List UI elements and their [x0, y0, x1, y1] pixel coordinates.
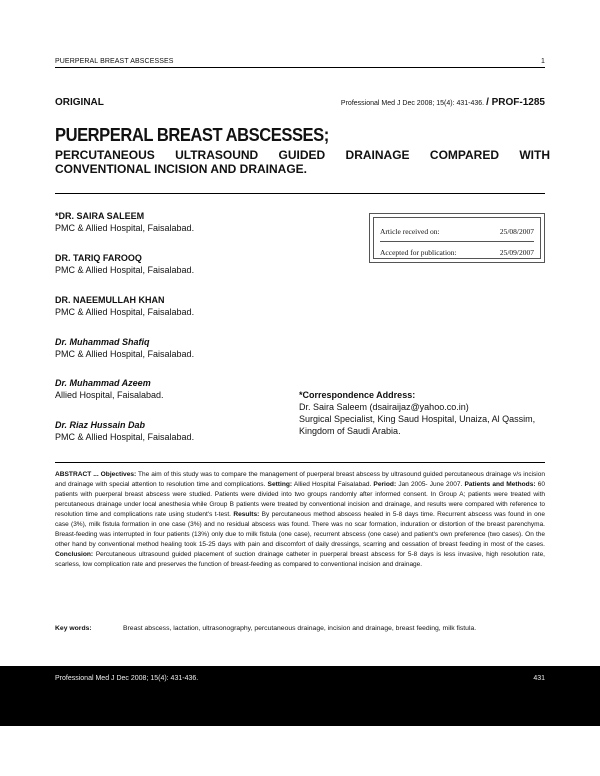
- citation-journal: Professional Med J Dec 2008; 15(4): 431-436.: [340, 100, 485, 107]
- author-affiliation: PMC & Allied Hospital, Faisalabad.: [55, 349, 195, 359]
- author-5: [55, 377, 164, 401]
- author-name: Dr. Riaz Hussain Dab: [55, 420, 146, 430]
- article-subtitle: PERCUTANEOUS ULTRASOUND GUIDED DRAINAGE COMPARED WITH CONVENTIONAL INCISION AND DRAINAGE.: [55, 148, 550, 176]
- footer-text: [55, 675, 545, 682]
- author-3: [55, 294, 194, 318]
- author-name: DR. NAEEMULLAH KHAN: [55, 295, 165, 305]
- running-header-page: 1: [541, 58, 545, 65]
- correspondence-line-2: Surgical Specialist, King Saud Hospital, Unaiza, Al Qassim,: [299, 414, 536, 424]
- correspondence-address: [299, 389, 549, 437]
- abstract-period-label: Period:: [373, 481, 397, 488]
- received-row: [380, 221, 534, 242]
- title-divider: [55, 193, 545, 194]
- article-title: PUERPERAL BREAST ABSCESSES;: [55, 125, 329, 145]
- section-label: ORIGINAL: [55, 97, 104, 108]
- correspondence-line-3: Kingdom of Saudi Arabia.: [299, 426, 401, 436]
- author-2: [55, 252, 194, 276]
- author-name: Dr. Muhammad Azeem: [55, 378, 151, 388]
- correspondence-label: *Correspondence Address:: [299, 390, 416, 400]
- abstract: [55, 470, 545, 570]
- accepted-date: 25/09/2007: [499, 247, 534, 257]
- running-header: [55, 58, 545, 68]
- abstract-results-label: Results:: [233, 511, 260, 518]
- author-name: Dr. Muhammad Shafiq: [55, 337, 150, 347]
- accepted-label: Accepted for publication:: [380, 247, 457, 257]
- author-affiliation: PMC & Allied Hospital, Faisalabad.: [55, 307, 195, 317]
- abstract-divider: [55, 462, 545, 463]
- abstract-lead: ABSTRACT ... Objectives:: [55, 471, 137, 478]
- author-name: DR. TARIQ FAROOQ: [55, 253, 142, 263]
- abstract-results: By percutaneous method abscess healed in 5-8 days time. Recurrent abscess was found in one case (3%), milk fistula formation in one case (3%) and no residual abscess was found. There was no scar formation, induration or distortion of the breast parenchyma. Breast-feeding was interrupted in four patients (13%) only due to milk fistula (one case), recurrent abscess (one case) and patient's own preference (two cases). On the other hand by conventional method healing took 15-25 days with pain and discomfort of daily dressings, scarring and cessation of breast feeding in most of the cases.: [55, 511, 545, 548]
- footer-journal: Professional Med J Dec 2008; 15(4): 431-436.: [55, 675, 199, 682]
- correspondence-line-1: Dr. Saira Saleem (dsairaijaz@yahoo.co.in): [299, 402, 469, 412]
- footer-page: 431: [533, 675, 545, 682]
- abstract-period: Jan 2005- June 2007.: [396, 481, 465, 488]
- citation: [341, 97, 545, 108]
- running-header-title: PUERPERAL BREAST ABSCESSES: [55, 58, 174, 65]
- author-6: [55, 419, 194, 443]
- author-affiliation: Allied Hospital, Faisalabad.: [55, 390, 164, 400]
- article-dates-box: [369, 213, 545, 263]
- author-affiliation: PMC & Allied Hospital, Faisalabad.: [55, 265, 195, 275]
- author-affiliation: PMC & Allied Hospital, Faisalabad.: [55, 223, 195, 233]
- abstract-patients: 60 patients with puerperal breast abscess were studied. Patients were divided into two groups randomly after informed consent. In Group A; patients were treated with percutaneous drainage under local anesthesia while Group B patients were treated by conventional incision and drainage, and results were compared with reference to resolution time and complications rate using student's t-test.: [55, 481, 545, 518]
- author-name: *DR. SAIRA SALEEM: [55, 211, 145, 221]
- author-1: [55, 210, 194, 234]
- author-4: [55, 336, 194, 360]
- abstract-patients-label: Patients and Methods:: [464, 481, 536, 488]
- abstract-setting-label: Setting:: [267, 481, 293, 488]
- abstract-conclusion: Percutaneous ultrasound guided placement of suction drainage catheter in puerperal breast abscess for 5-8 days is less invasive, high resolution rate, scarless, low complication rate and preserves the function of breast-feeding as compared to conventional incision and drainage.: [55, 551, 545, 568]
- accepted-row: [380, 242, 534, 262]
- keywords-label: Key words:: [55, 625, 92, 632]
- abstract-objectives: The aim of this study was to compare the management of puerperal breast abscess by ultrasound guided percutaneous drainage v/s incision and drainage with special attention to resolution time and complications.: [55, 471, 545, 488]
- abstract-setting: Allied Hospital Faisalabad.: [292, 481, 374, 488]
- author-affiliation: PMC & Allied Hospital, Faisalabad.: [55, 432, 195, 442]
- keywords-text: Breast abscess, lactation, ultrasonography, percutaneous drainage, incision and drainage, breast feeding, milk fistula.: [123, 625, 477, 632]
- received-date: 25/08/2007: [499, 226, 534, 236]
- abstract-conclusion-label: Conclusion:: [55, 551, 94, 558]
- keywords: [55, 625, 545, 632]
- received-label: Article received on:: [380, 226, 440, 236]
- citation-id: / PROF-1285: [486, 97, 545, 108]
